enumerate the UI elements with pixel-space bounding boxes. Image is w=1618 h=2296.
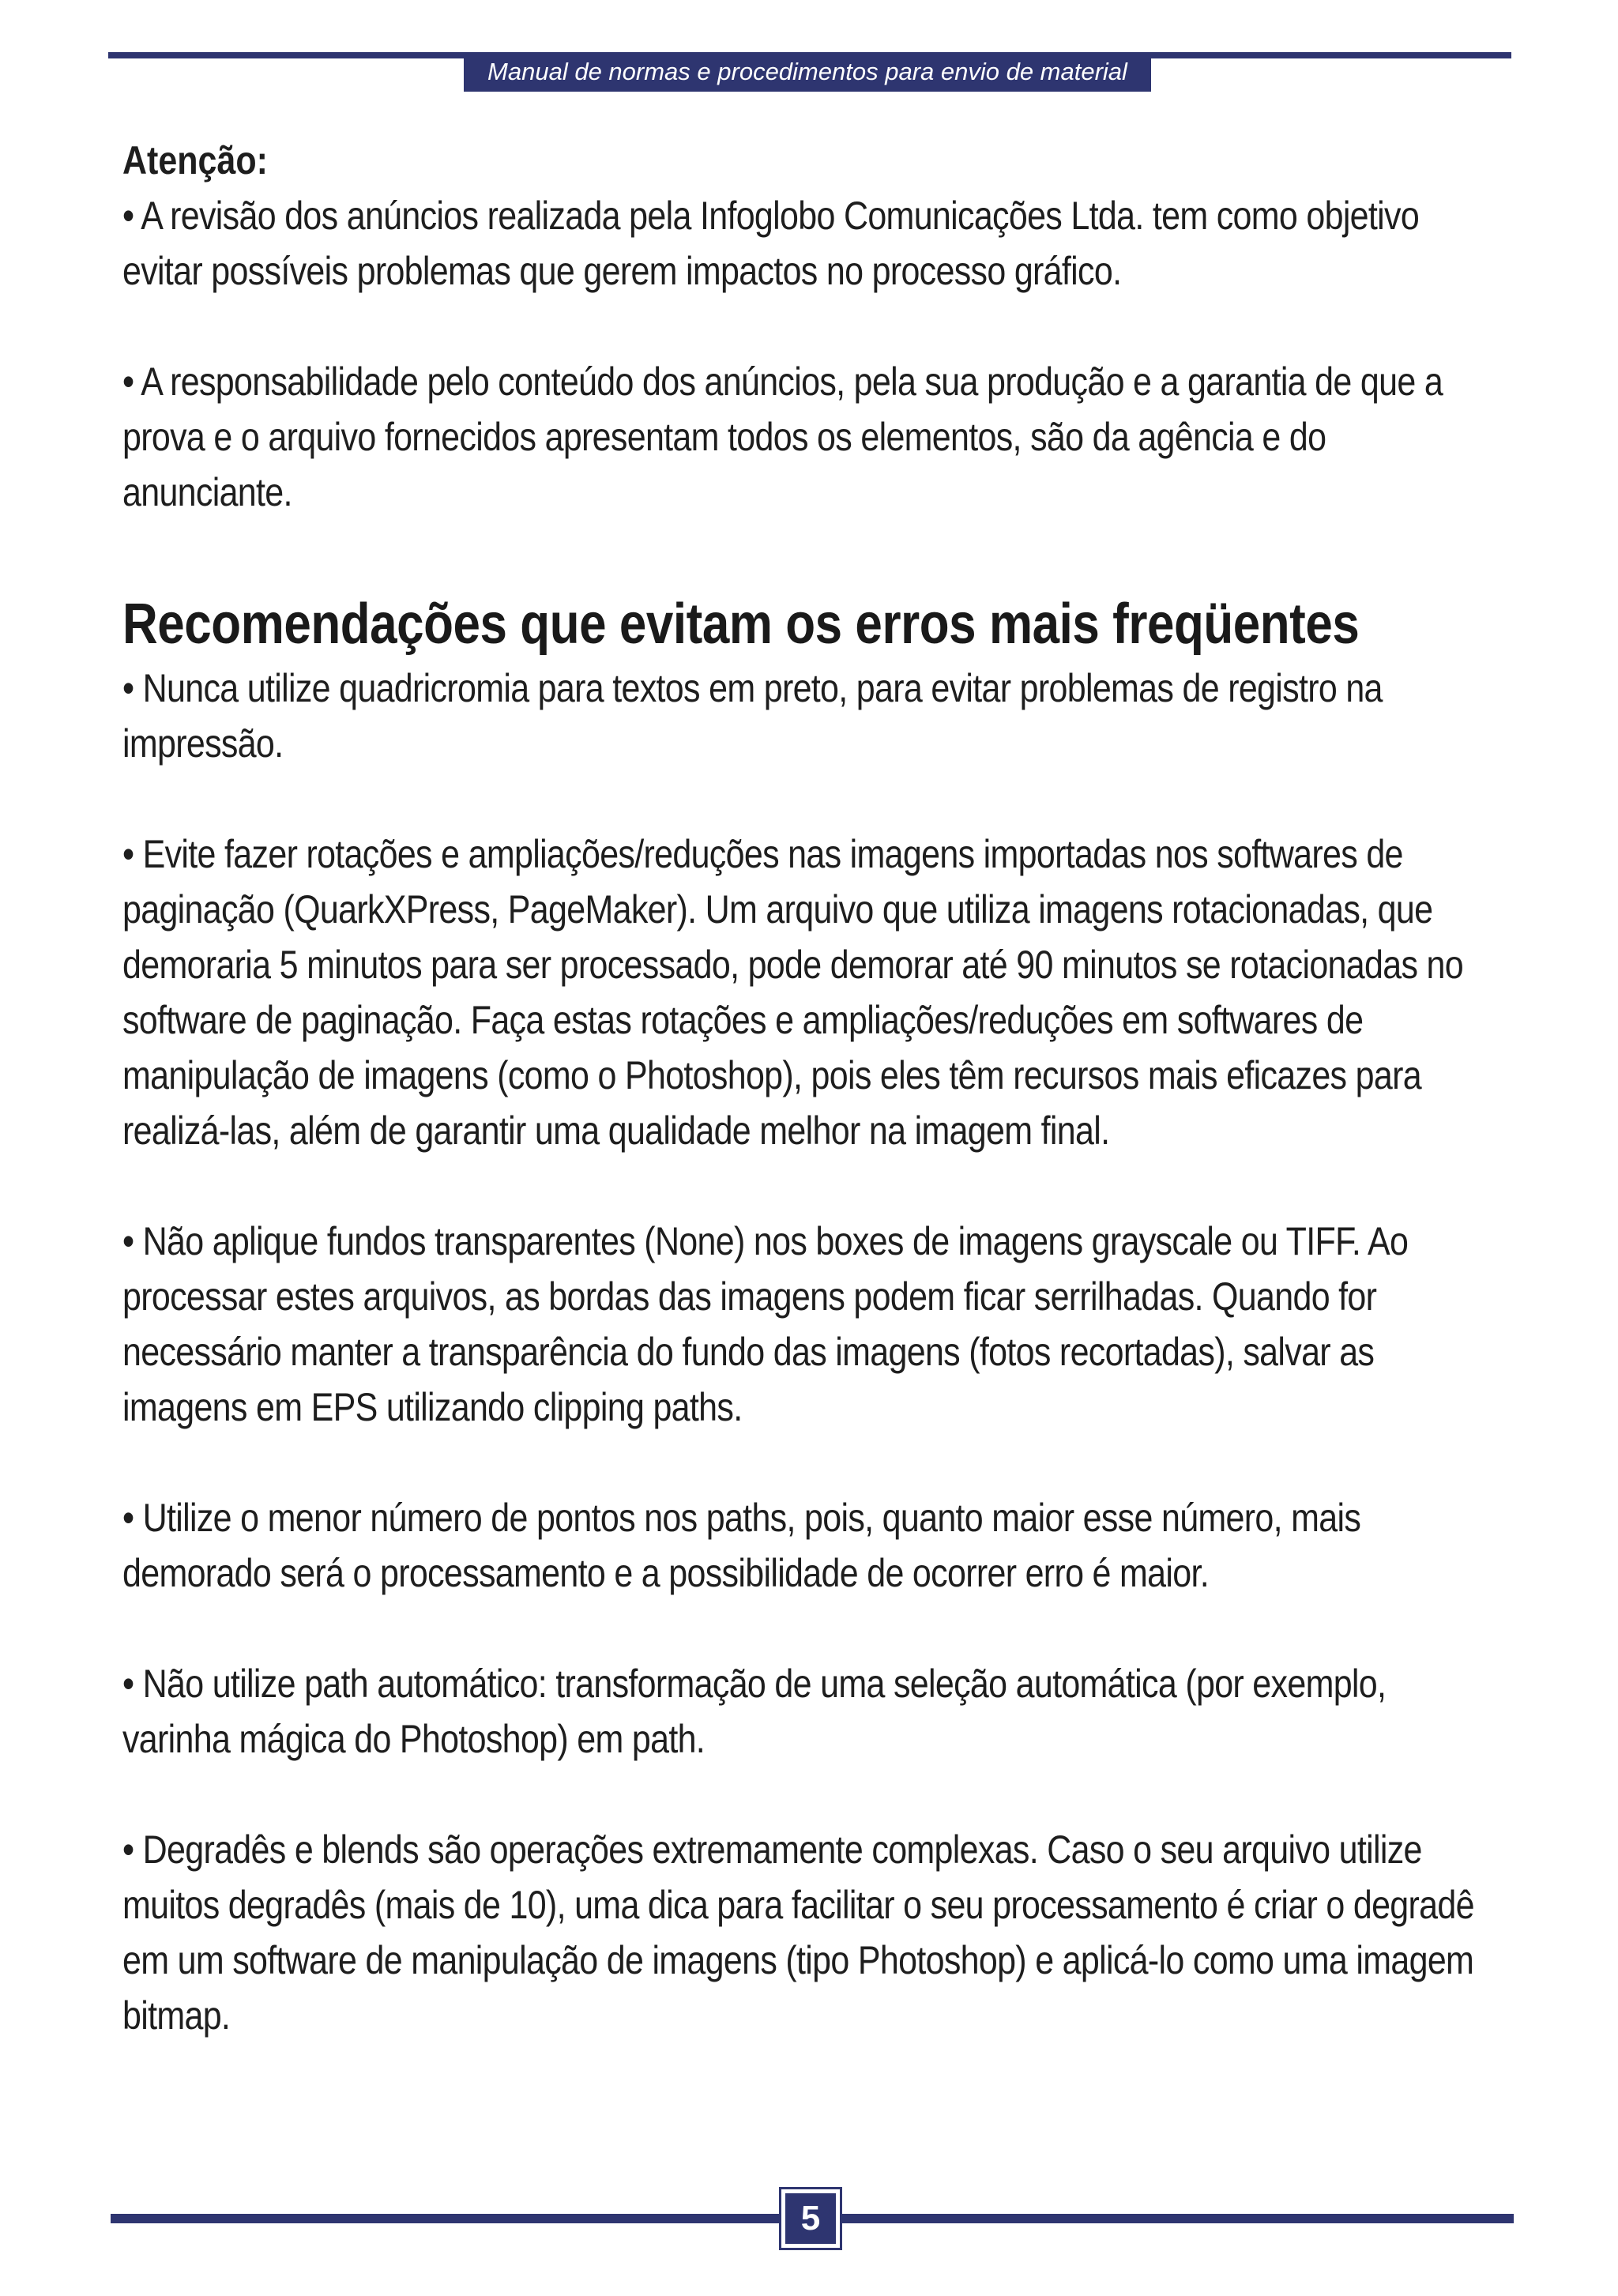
- page-number-box: [779, 2187, 842, 2250]
- attention-label: Atenção:: [122, 138, 268, 183]
- attention-paragraph: • A responsabilidade pelo conteúdo dos anúncios, pela sua produção e a garantia de que a prova e o arquivo fornecidos apresentam todos os elementos, são da agência e do anunciante.: [122, 359, 1443, 514]
- recommendation-paragraph: • Nunca utilize quadricromia para textos em preto, para evitar problemas de registro na impressão.: [122, 666, 1383, 766]
- attention-paragraph: • A revisão dos anúncios realizada pela Infoglobo Comunicações Ltda. tem como objetivo evitar possíveis problemas que gerem impactos no processo gráfico.: [122, 194, 1420, 293]
- recommendation-paragraph: • Degradês e blends são operações extremamente complexas. Caso o seu arquivo utilize muitos degradês (mais de 10), uma dica para facilitar o seu processamento é criar o degradê em um software de manipulação de imagens (tipo Photoshop) e aplicá-lo como uma imagem bitmap.: [122, 1827, 1474, 2038]
- page-content: [122, 133, 1497, 2043]
- recommendation-paragraph: • Utilize o menor número de pontos nos paths, pois, quanto maior esse número, mais demorado será o processamento e a possibilidade de ocorrer erro é maior.: [122, 1496, 1361, 1595]
- recommendation-paragraph: • Não utilize path automático: transformação de uma seleção automática (por exemplo, varinha mágica do Photoshop) em path.: [122, 1662, 1387, 1761]
- header-title: Manual de normas e procedimentos para envio de material: [464, 52, 1151, 92]
- recommendation-paragraph: • Evite fazer rotações e ampliações/reduções nas imagens importadas nos softwares de paginação (QuarkXPress, PageMaker). Um arquivo que utiliza imagens rotacionadas, que demoraria 5 minutos para ser processado, pode demorar até 90 minutos se rotacionadas no software de paginação. Faça estas rotações e ampliações/reduções em softwares de manipulação de imagens (como o Photoshop), pois eles têm recursos mais eficazes para realizá-las, além de garantir uma qualidade melhor na imagem final.: [122, 832, 1463, 1153]
- recommendation-paragraph: • Não aplique fundos transparentes (None) nos boxes de imagens grayscale ou TIFF. Ao processar estes arquivos, as bordas das imagens podem ficar serrilhadas. Quando for necessário manter a transparência do fundo das imagens (fotos recortadas), salvar as imagens em EPS utilizando clipping paths.: [122, 1219, 1409, 1429]
- page-number: 5: [785, 2193, 836, 2244]
- section-heading: Recomendações que evitam os erros mais freqüentes: [122, 593, 1360, 656]
